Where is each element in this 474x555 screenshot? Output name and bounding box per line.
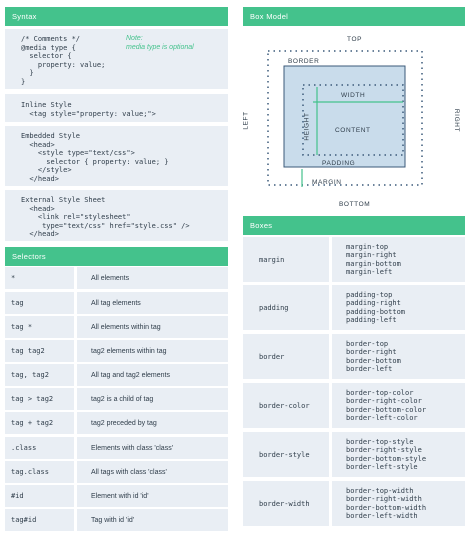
syntax-inline-block: [5, 94, 228, 122]
selector-cell: tag#id: [5, 509, 74, 531]
value-line: padding-bottom: [346, 307, 406, 316]
code-line: External Style Sheet: [21, 196, 106, 204]
value-line: border-bottom-style: [346, 454, 427, 463]
table-row: [5, 340, 228, 362]
value-line: padding-top: [346, 290, 393, 299]
code-line: /* Comments */: [21, 35, 81, 43]
description-cell: tag2 preceded by tag: [77, 412, 228, 434]
code-line: selector {: [21, 52, 72, 61]
border-label: BORDER: [288, 58, 320, 65]
syntax-external-block: [5, 190, 228, 241]
box-model-lines: [243, 27, 465, 210]
value-line: border-top-color: [346, 388, 414, 397]
right-label: RIGHT: [453, 108, 461, 133]
table-row: [5, 316, 228, 338]
code-line: <style type="text/css">: [21, 149, 135, 158]
code-line: Embedded Style: [21, 132, 81, 140]
syntax-comment-block: [5, 29, 228, 89]
property-cell: border-color: [243, 383, 329, 428]
value-line: border-top-width: [346, 486, 414, 495]
note-line: media type is optional: [126, 43, 194, 51]
syntax-header: Syntax: [5, 7, 228, 26]
selector-cell: tag *: [5, 316, 74, 338]
selector-cell: *: [5, 267, 74, 289]
height-label: HEIGHT: [303, 112, 311, 141]
code-line: <head>: [21, 204, 55, 213]
code-line: </style>: [21, 166, 72, 175]
table-row: [5, 388, 228, 410]
box-model-diagram: [243, 27, 465, 210]
property-cell: margin: [243, 237, 329, 282]
selectors-header: Selectors: [5, 247, 228, 266]
value-line: border-left-style: [346, 462, 418, 471]
values-cell: [332, 334, 465, 379]
selector-cell: tag > tag2: [5, 388, 74, 410]
table-row: [243, 432, 465, 477]
value-line: margin-top: [346, 242, 389, 251]
property-cell: border: [243, 334, 329, 379]
property-cell: border-style: [243, 432, 329, 477]
value-line: border-left-color: [346, 413, 418, 422]
code-line: selector { property: value; }: [21, 157, 169, 166]
values-cell: [332, 432, 465, 477]
description-cell: All tag and tag2 elements: [77, 364, 228, 386]
table-row: [243, 237, 465, 282]
value-line: border-left-width: [346, 511, 418, 520]
values-cell: [332, 285, 465, 330]
table-row: [243, 383, 465, 428]
media-type-note: [126, 35, 194, 52]
table-row: [243, 481, 465, 526]
value-line: border-bottom: [346, 356, 401, 365]
value-line: border-top-style: [346, 437, 414, 446]
selector-cell: #id: [5, 485, 74, 507]
left-label: LEFT: [242, 111, 250, 130]
values-cell: [332, 383, 465, 428]
description-cell: tag2 is a child of tag: [77, 388, 228, 410]
table-row: [5, 437, 228, 459]
value-line: border-right: [346, 348, 397, 357]
value-line: border-top: [346, 339, 389, 348]
margin-label: MARGIN: [312, 179, 342, 186]
value-line: margin-bottom: [346, 259, 401, 268]
selector-cell: tag, tag2: [5, 364, 74, 386]
value-line: border-right-style: [346, 446, 422, 455]
border-box: [284, 66, 405, 167]
property-cell: border-width: [243, 481, 329, 526]
selector-cell: tag: [5, 292, 74, 314]
table-row: [5, 267, 228, 289]
table-row: [5, 292, 228, 314]
description-cell: All elements: [77, 267, 228, 289]
table-row: [5, 461, 228, 483]
padding-label: PADDING: [322, 160, 356, 167]
width-label: WIDTH: [341, 92, 366, 99]
code-line: }: [21, 77, 26, 86]
syntax-embedded-block: [5, 126, 228, 186]
table-row: [5, 485, 228, 507]
code-line: type="text/css" href="style.css" />: [21, 221, 190, 230]
description-cell: Tag with id 'id': [77, 509, 228, 531]
table-row: [5, 509, 228, 531]
top-label: TOP: [347, 36, 363, 43]
code-line: </head>: [21, 230, 59, 239]
description-cell: Elements with class 'class': [77, 437, 228, 459]
code-line: <link rel="stylesheet": [21, 213, 131, 222]
value-line: border-left: [346, 364, 393, 373]
table-row: [5, 412, 228, 434]
description-cell: Element with id 'id': [77, 485, 228, 507]
description-cell: All elements within tag: [77, 316, 228, 338]
selector-cell: .class: [5, 437, 74, 459]
note-line: Note:: [126, 35, 143, 42]
bottom-label: BOTTOM: [339, 201, 371, 208]
description-cell: All tag elements: [77, 292, 228, 314]
code-line: property: value;: [21, 60, 106, 69]
description-cell: tag2 elements within tag: [77, 340, 228, 362]
value-line: border-right-width: [346, 495, 422, 504]
boxes-header: Boxes: [243, 216, 465, 235]
selector-cell: tag + tag2: [5, 412, 74, 434]
code-line: }: [21, 69, 34, 78]
code-line: <tag style="property: value;">: [21, 109, 156, 118]
code-line: </head>: [21, 174, 59, 183]
code-line: Inline Style: [21, 101, 72, 109]
selector-cell: tag tag2: [5, 340, 74, 362]
table-row: [243, 285, 465, 330]
values-cell: [332, 481, 465, 526]
box-model-header: Box Model: [243, 7, 465, 26]
value-line: margin-right: [346, 251, 397, 260]
value-line: border-bottom-color: [346, 405, 427, 414]
value-line: padding-right: [346, 299, 401, 308]
value-line: border-bottom-width: [346, 503, 427, 512]
table-row: [5, 364, 228, 386]
property-cell: padding: [243, 285, 329, 330]
content-label: CONTENT: [335, 127, 371, 134]
value-line: margin-left: [346, 267, 393, 276]
code-line: <head>: [21, 140, 55, 149]
values-cell: [332, 237, 465, 282]
value-line: border-right-color: [346, 397, 422, 406]
table-row: [243, 334, 465, 379]
code-line: @media type {: [21, 43, 76, 52]
value-line: padding-left: [346, 315, 397, 324]
description-cell: All tags with class 'class': [77, 461, 228, 483]
selector-cell: tag.class: [5, 461, 74, 483]
